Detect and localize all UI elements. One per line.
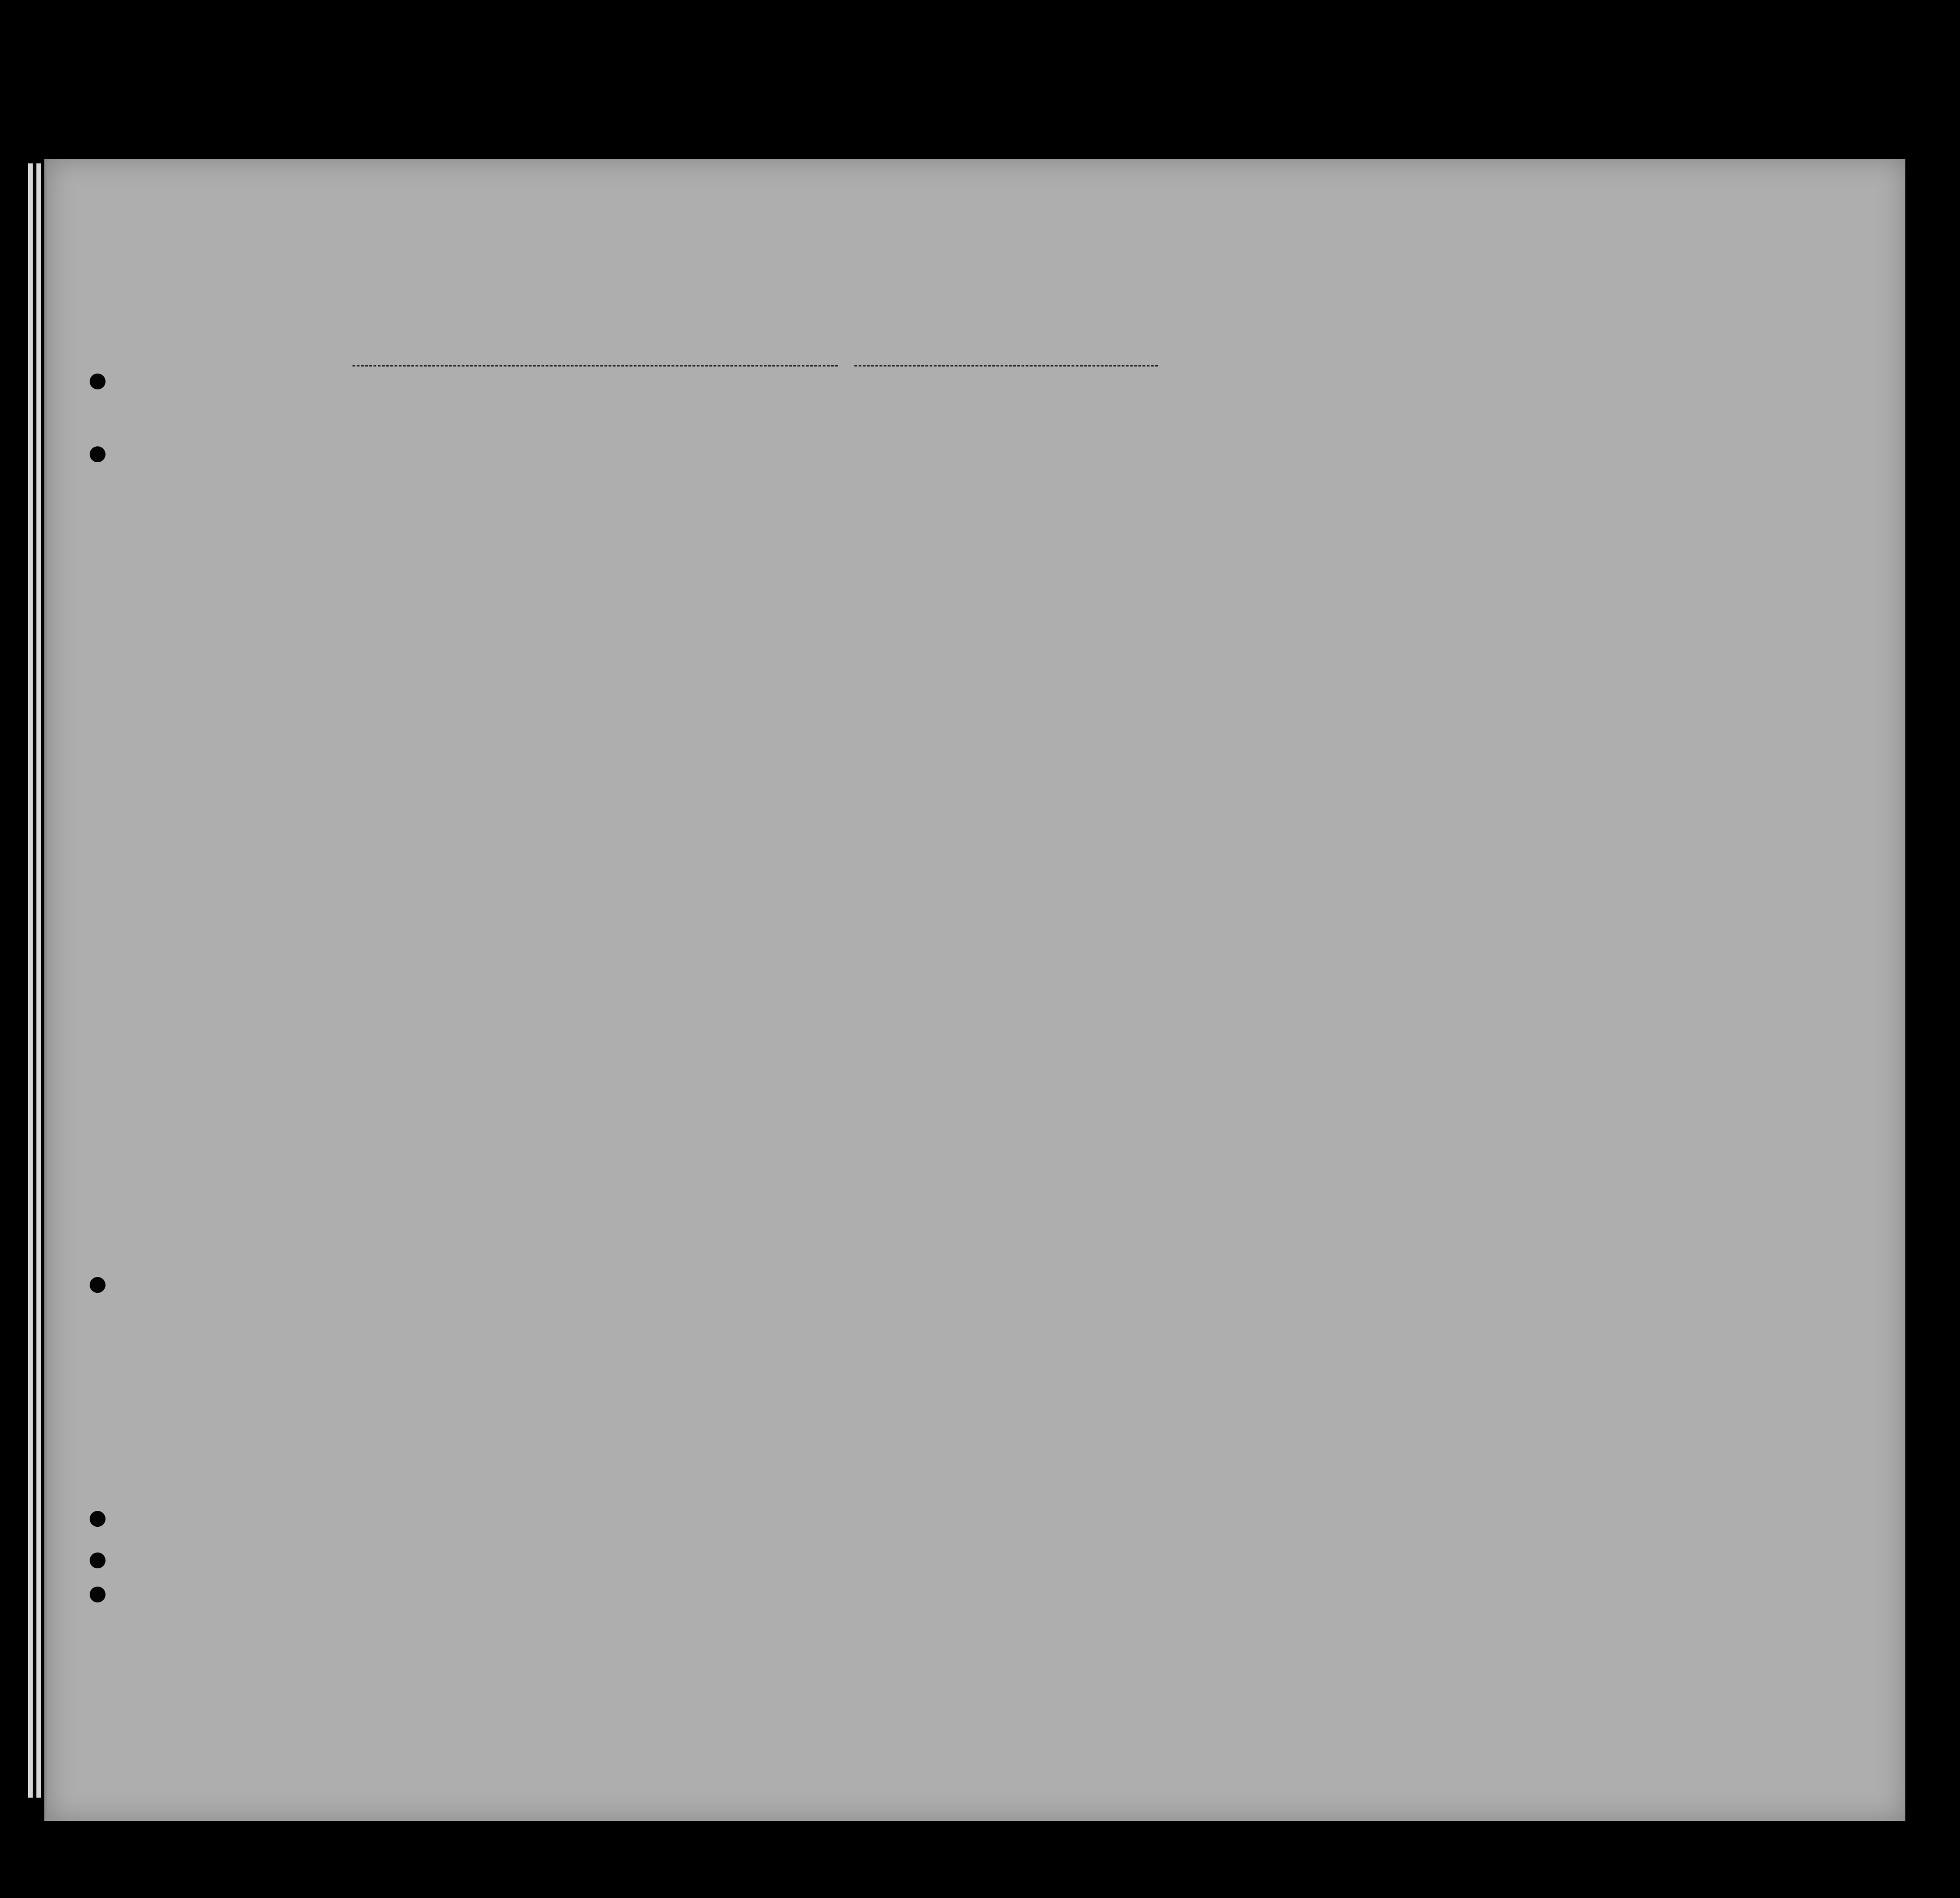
binder-hole	[90, 1277, 106, 1293]
binder-hole	[90, 446, 106, 462]
binder-hole	[90, 374, 106, 389]
manifest-page	[44, 159, 1905, 1821]
page-edge	[28, 163, 33, 1798]
binder-hole	[90, 1552, 106, 1568]
binder-hole	[90, 1511, 106, 1527]
binder-hole	[90, 1587, 106, 1602]
date-line	[854, 365, 1158, 367]
page-edge	[36, 163, 41, 1798]
port-line	[353, 365, 838, 367]
